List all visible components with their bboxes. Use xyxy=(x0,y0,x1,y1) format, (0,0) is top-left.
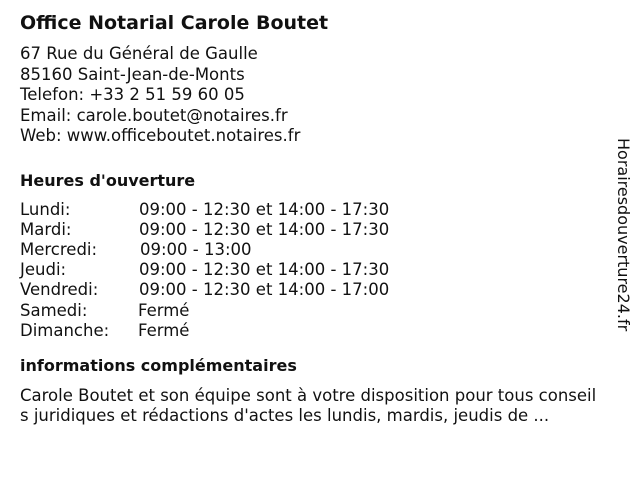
info-line-1: Carole Boutet et son équipe sont à votre disposition pour tous conseil xyxy=(20,385,597,405)
hours-row-mercredi xyxy=(20,240,620,260)
hours-value: 09:00 - 13:00 xyxy=(140,239,252,259)
site-brand-vertical: Horairesdouverture24.fr xyxy=(614,138,633,332)
info-description xyxy=(20,386,630,427)
info-heading: informations complémentaires xyxy=(20,355,297,375)
day-label: Lundi: xyxy=(20,199,71,219)
hours-row-dimanche xyxy=(20,321,620,341)
address-line-1: 67 Rue du Général de Gaulle xyxy=(20,44,258,63)
hours-row-lundi xyxy=(20,200,620,220)
hours-value: 09:00 - 12:30 et 14:00 - 17:30 xyxy=(139,219,390,239)
hours-value: 09:00 - 12:30 et 14:00 - 17:30 xyxy=(139,199,390,219)
hours-row-mardi xyxy=(20,220,620,240)
hours-value: 09:00 - 12:30 et 14:00 - 17:00 xyxy=(139,280,390,300)
hours-row-samedi xyxy=(20,301,620,321)
hours-value: Fermé xyxy=(138,320,190,340)
email-line: Email: carole.boutet@notaires.fr xyxy=(20,105,288,125)
day-label: Dimanche: xyxy=(20,320,110,340)
office-card xyxy=(20,10,620,427)
office-name: Office Notarial Carole Boutet xyxy=(20,12,329,34)
day-label: Samedi: xyxy=(20,300,88,320)
hours-row-jeudi xyxy=(20,260,620,280)
hours-heading: Heures d'ouverture xyxy=(20,170,196,190)
info-line-2: s juridiques et rédactions d'actes les lundis, mardis, jeudis de ... xyxy=(20,406,550,426)
hours-table xyxy=(20,200,620,341)
hours-value: Fermé xyxy=(138,300,190,320)
web-line: Web: www.officeboutet.notaires.fr xyxy=(20,126,301,145)
phone-line: Telefon: +33 2 51 59 60 05 xyxy=(20,85,245,104)
day-label: Jeudi: xyxy=(20,260,67,280)
hours-row-vendredi xyxy=(20,280,620,300)
contact-block xyxy=(20,44,620,147)
day-label: Mercredi: xyxy=(20,239,98,259)
day-label: Vendredi: xyxy=(20,280,99,300)
day-label: Mardi: xyxy=(20,219,72,239)
address-line-2: 85160 Saint-Jean-de-Monts xyxy=(20,64,245,84)
hours-value: 09:00 - 12:30 et 14:00 - 17:30 xyxy=(139,260,390,280)
